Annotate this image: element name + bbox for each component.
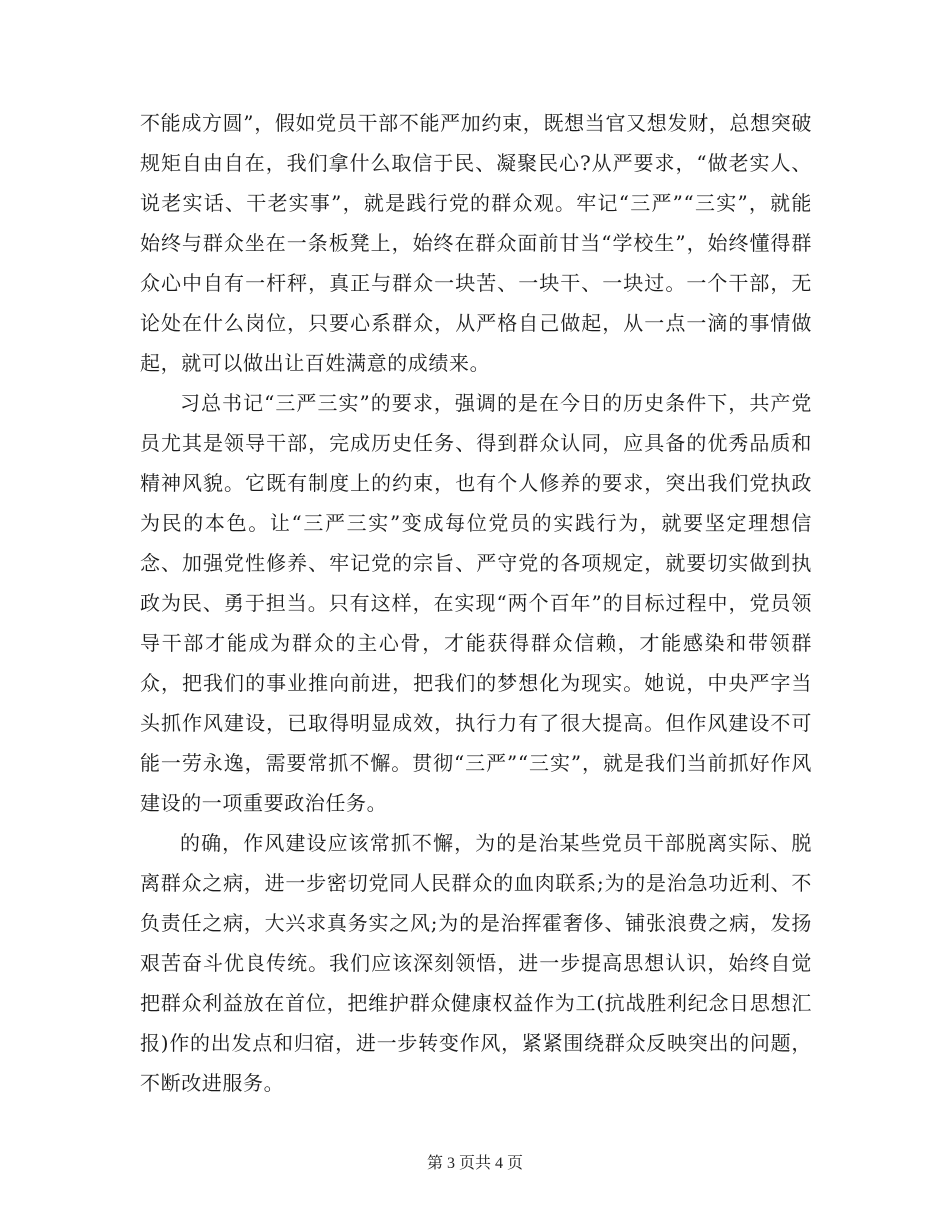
- paragraph-1: 不能成方圆”，假如党员干部不能严加约束，既想当官又想发财，总想突破规矩自由自在，我们拿什么取信于民、凝聚民心?从严要求，“做老实人、说老实话、干老实事”，就是践行党的群众观。牢记“三严”“三实”，就能始终与群众坐在一条板凳上，始终在群众面前甘当“学校生”，始终懂得群众心中自有一杆秤，真正与群众一块苦、一块干、一块过。一个干部，无论处在什么岗位，只要心系群众，从严格自己做起，从一点一滴的事情做起，就可以做出让百姓满意的成绩来。: [140, 111, 812, 375]
- footer-page-number: 3: [446, 1155, 455, 1172]
- footer-middle: 页共: [458, 1153, 491, 1172]
- paragraph-2: 习总书记“三严三实”的要求，强调的是在今日的历史条件下，共产党员尤其是领导干部，完成历史任务、得到群众认同，应具备的优秀品质和精神风貌。它既有制度上的约束，也有个人修养的要求，突出我们党执政为民的本色。让“三严三实”变成每位党员的实践行为，就要坚定理想信念、加强党性修养、牢记党的宗旨、严守党的各项规定，就要切实做到执政为民、勇于担当。只有这样，在实现“两个百年”的目标过程中，党员领导干部才能成为群众的主心骨，才能获得群众信赖，才能感染和带领群众，把我们的事业推向前进，把我们的梦想化为现实。她说，中央严字当头抓作风建设，已取得明显成效，执行力有了很大提高。但作风建设不可能一劳永逸，需要常抓不懈。贯彻“三严”“三实”，就是我们当前抓好作风建设的一项重要政治任务。: [140, 391, 812, 815]
- footer-suffix: 页: [507, 1153, 524, 1172]
- document-body: [140, 103, 812, 1103]
- page-footer: [0, 1150, 950, 1173]
- paragraph-3: 的确，作风建设应该常抓不懈，为的是治某些党员干部脱离实际、脱离群众之病，进一步密切党同人民群众的血肉联系;为的是治急功近利、不负责任之病，大兴求真务实之风;为的是治挥霍奢侈、铺张浪费之病，发扬艰苦奋斗优良传统。我们应该深刻领悟，进一步提高思想认识，始终自觉把群众利益放在首位，把维护群众健康权益作为工(抗战胜利纪念日思想汇报)作的出发点和归宿，进一步转变作风，紧紧围绕群众反映突出的问题，不断改进服务。: [140, 831, 812, 1095]
- footer-total-pages: 4: [495, 1155, 503, 1172]
- footer-prefix: 第: [426, 1153, 443, 1172]
